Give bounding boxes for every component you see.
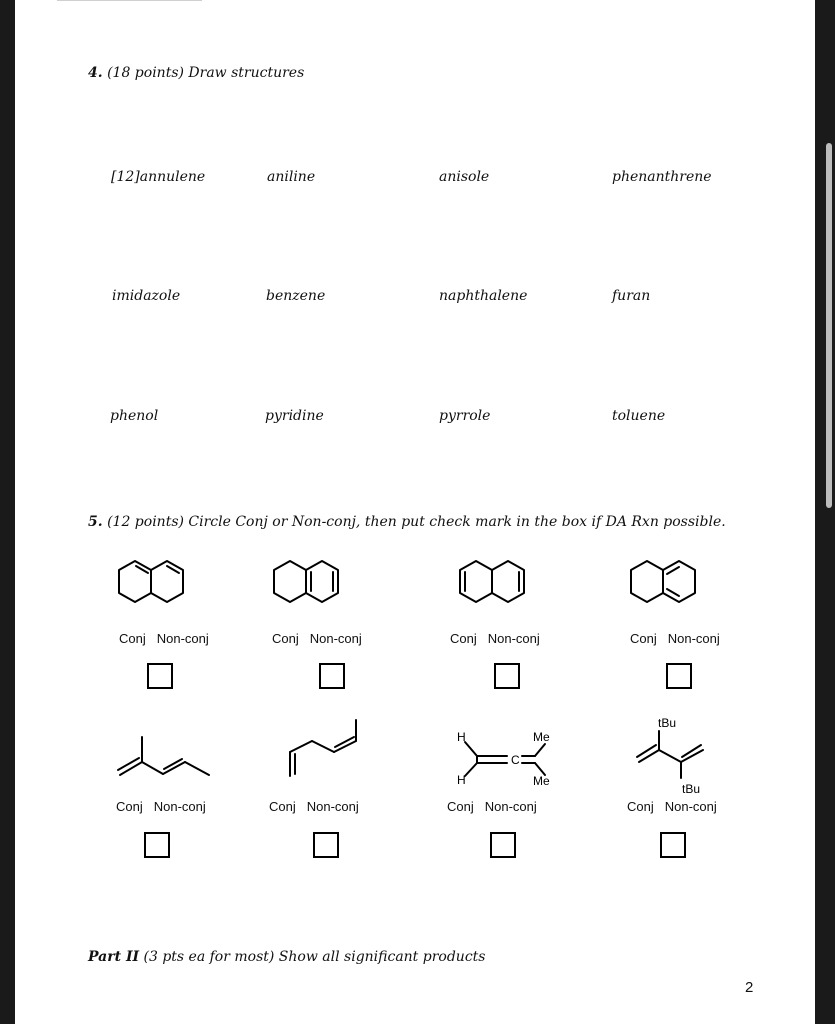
divider — [57, 0, 202, 1]
nonconj-option[interactable]: Non-conj — [487, 631, 540, 646]
da-checkbox[interactable] — [313, 832, 339, 858]
compound-label: furan — [612, 288, 651, 304]
bicyclic-molecule-4 — [627, 556, 727, 612]
nonconj-option[interactable]: Non-conj — [484, 799, 537, 814]
atom-label: Me — [533, 774, 550, 788]
nonconj-option[interactable]: Non-conj — [309, 631, 362, 646]
conj-option[interactable]: Conj — [116, 799, 143, 814]
choice-row — [116, 799, 206, 814]
question-5-text: (12 points) Circle Conj or Non-conj, then put check mark in the box if DA Rxn possible. — [107, 514, 726, 530]
diene-molecule-1 — [115, 732, 215, 782]
compound-label: naphthalene — [439, 288, 528, 304]
atom-label: C — [511, 753, 520, 767]
conj-option[interactable]: Conj — [447, 799, 474, 814]
scrollbar-track[interactable] — [815, 0, 835, 1024]
compound-label: benzene — [266, 288, 326, 304]
conj-option[interactable]: Conj — [119, 631, 146, 646]
atom-label: Me — [533, 730, 550, 744]
question-5-number: 5. — [88, 514, 103, 530]
scrollbar-thumb[interactable] — [826, 143, 832, 508]
nonconj-option[interactable]: Non-conj — [156, 631, 209, 646]
diene-molecule-2 — [283, 717, 373, 779]
allene-molecule — [447, 723, 567, 793]
compound-label: phenanthrene — [612, 169, 712, 185]
part-2-title: Part II — [88, 949, 140, 965]
da-checkbox[interactable] — [490, 832, 516, 858]
conj-option[interactable]: Conj — [627, 799, 654, 814]
compound-label: phenol — [110, 408, 159, 424]
atom-label: H — [457, 773, 466, 787]
question-5-heading — [88, 514, 726, 530]
da-checkbox[interactable] — [666, 663, 692, 689]
compound-label: anisole — [439, 169, 490, 185]
compound-label: pyridine — [265, 408, 324, 424]
choice-row — [447, 799, 537, 814]
da-checkbox[interactable] — [147, 663, 173, 689]
da-checkbox[interactable] — [144, 832, 170, 858]
nonconj-option[interactable]: Non-conj — [306, 799, 359, 814]
da-checkbox[interactable] — [494, 663, 520, 689]
compound-label: imidazole — [112, 288, 181, 304]
conj-option[interactable]: Conj — [269, 799, 296, 814]
bicyclic-molecule-1 — [115, 556, 215, 612]
conj-option[interactable]: Conj — [630, 631, 657, 646]
compound-label: aniline — [267, 169, 316, 185]
atom-label: tBu — [682, 782, 701, 796]
da-checkbox[interactable] — [660, 832, 686, 858]
question-4-number: 4. — [88, 65, 103, 81]
choice-row — [119, 631, 209, 646]
page-number: 2 — [745, 979, 754, 996]
tbu-diene-molecule — [632, 714, 732, 796]
nonconj-option[interactable]: Non-conj — [667, 631, 720, 646]
conj-option[interactable]: Conj — [272, 631, 299, 646]
question-4-text: (18 points) Draw structures — [107, 65, 305, 81]
choice-row — [450, 631, 540, 646]
nonconj-option[interactable]: Non-conj — [664, 799, 717, 814]
document-page — [15, 0, 815, 1024]
part-2-heading — [88, 949, 485, 965]
choice-row — [627, 799, 717, 814]
compound-label: pyrrole — [439, 408, 491, 424]
nonconj-option[interactable]: Non-conj — [153, 799, 206, 814]
compound-label: [12]annulene — [111, 169, 206, 185]
compound-label: toluene — [612, 408, 666, 424]
bicyclic-molecule-2 — [270, 556, 370, 612]
atom-label: tBu — [658, 716, 677, 730]
choice-row — [272, 631, 362, 646]
choice-row — [269, 799, 359, 814]
conj-option[interactable]: Conj — [450, 631, 477, 646]
choice-row — [630, 631, 720, 646]
question-4-heading — [88, 65, 304, 81]
part-2-text: (3 pts ea for most) Show all significant products — [143, 949, 486, 965]
bicyclic-molecule-3 — [456, 556, 556, 612]
atom-label: H — [457, 730, 466, 744]
da-checkbox[interactable] — [319, 663, 345, 689]
